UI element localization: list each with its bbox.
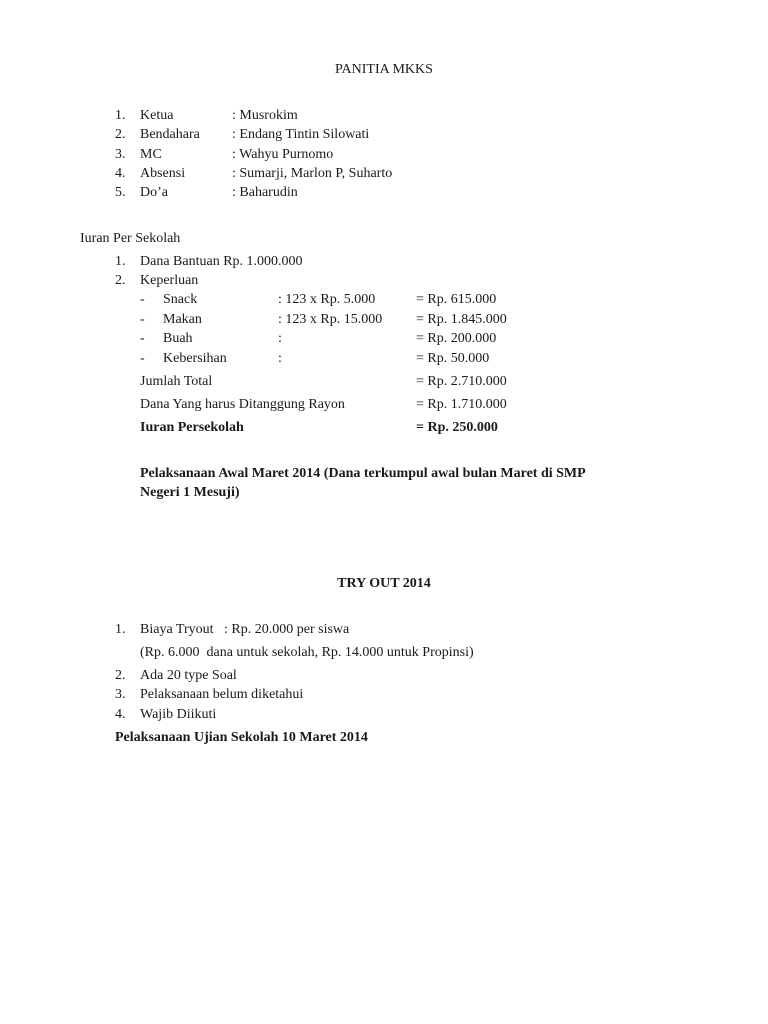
tryout-item-text: Biaya Tryout : Rp. 20.000 per siswa — [140, 622, 350, 637]
bullet-dash: - — [140, 351, 145, 366]
item-number: 3. — [115, 687, 126, 702]
expense-total: = Rp. 1.845.000 — [416, 312, 507, 327]
committee-role: Absensi — [140, 166, 186, 181]
total-label: Jumlah Total — [140, 374, 213, 389]
total-label: Dana Yang harus Ditanggung Rayon — [140, 397, 345, 412]
tryout-item-text: Ada 20 type Soal — [140, 668, 237, 683]
total-value: = Rp. 2.710.000 — [416, 374, 507, 389]
committee-role: Do’a — [140, 185, 168, 200]
bullet-dash: - — [140, 312, 145, 327]
committee-role: Ketua — [140, 108, 174, 123]
item-number: 2. — [115, 273, 126, 288]
iuran-note: Negeri 1 Mesuji) — [140, 485, 240, 500]
committee-name: : Musrokim — [232, 108, 298, 123]
total-value: = Rp. 1.710.000 — [416, 397, 507, 412]
item-number: 3. — [115, 147, 126, 162]
tryout-item-text: Pelaksanaan belum diketahui — [140, 687, 304, 702]
expense-total: = Rp. 50.000 — [416, 351, 490, 366]
iuran-item-text: Dana Bantuan Rp. 1.000.000 — [140, 254, 303, 269]
expense-calc: : 123 x Rp. 15.000 — [278, 312, 383, 327]
committee-role: MC — [140, 147, 162, 162]
item-number: 1. — [115, 622, 126, 637]
expense-total: = Rp. 615.000 — [416, 292, 497, 307]
total-label: Iuran Persekolah — [140, 420, 244, 435]
section-title: TRY OUT 2014 — [337, 576, 431, 591]
committee-role: Bendahara — [140, 127, 200, 142]
expense-calc: : — [278, 351, 282, 366]
item-number: 5. — [115, 185, 126, 200]
bullet-dash: - — [140, 292, 145, 307]
expense-total: = Rp. 200.000 — [416, 331, 497, 346]
tryout-footer: Pelaksanaan Ujian Sekolah 10 Maret 2014 — [115, 730, 368, 745]
total-value: = Rp. 250.000 — [416, 420, 498, 435]
expense-label: Kebersihan — [163, 351, 227, 366]
expense-label: Makan — [163, 312, 202, 327]
page-title: PANITIA MKKS — [335, 62, 433, 77]
item-number: 1. — [115, 254, 126, 269]
expense-label: Snack — [163, 292, 198, 307]
tryout-item-text: Wajib Diikuti — [140, 707, 217, 722]
expense-calc: : 123 x Rp. 5.000 — [278, 292, 376, 307]
committee-name: : Sumarji, Marlon P, Suharto — [232, 166, 393, 181]
item-number: 2. — [115, 127, 126, 142]
item-number: 2. — [115, 668, 126, 683]
expense-calc: : — [278, 331, 282, 346]
item-number: 4. — [115, 707, 126, 722]
iuran-item-text: Keperluan — [140, 273, 199, 288]
iuran-note: Pelaksanaan Awal Maret 2014 (Dana terkumpul awal bulan Maret di SMP — [140, 466, 586, 481]
tryout-item-text: (Rp. 6.000 dana untuk sekolah, Rp. 14.000 untuk Propinsi) — [140, 645, 474, 660]
committee-name: : Endang Tintin Silowati — [232, 127, 370, 142]
item-number: 4. — [115, 166, 126, 181]
expense-label: Buah — [163, 331, 193, 346]
committee-name: : Baharudin — [232, 185, 298, 200]
item-number: 1. — [115, 108, 126, 123]
iuran-heading: Iuran Per Sekolah — [80, 231, 181, 246]
bullet-dash: - — [140, 331, 145, 346]
committee-name: : Wahyu Purnomo — [232, 147, 334, 162]
